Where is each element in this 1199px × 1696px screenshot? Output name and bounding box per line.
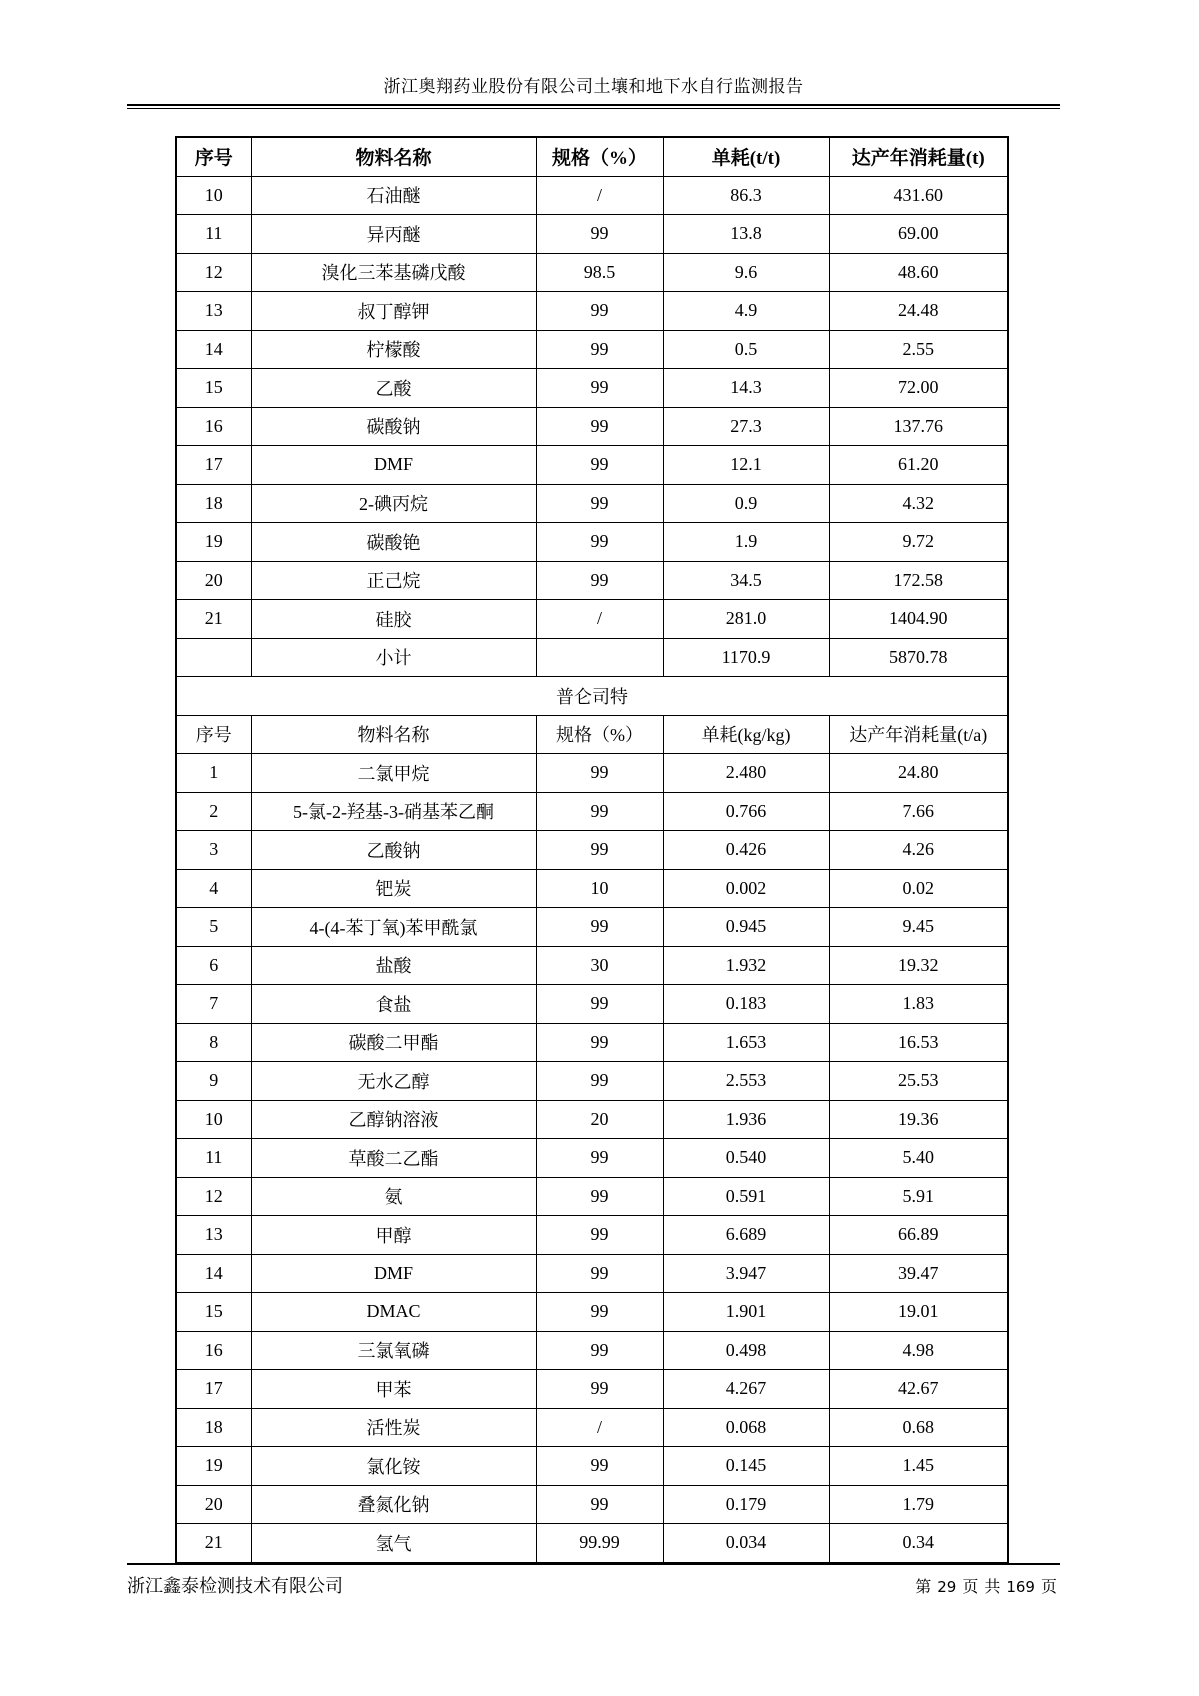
cell: 1.45 (829, 1447, 1008, 1486)
cell: 17 (176, 446, 251, 485)
cell: 乙酸钠 (251, 831, 536, 870)
column-header: 达产年消耗量(t/a) (829, 715, 1008, 754)
cell: 3 (176, 831, 251, 870)
cell: 柠檬酸 (251, 330, 536, 369)
cell: 19.36 (829, 1100, 1008, 1139)
cell: 草酸二乙酯 (251, 1139, 536, 1178)
cell: 盐酸 (251, 946, 536, 985)
table-row (176, 869, 1008, 908)
cell: 5.91 (829, 1177, 1008, 1216)
cell: 99 (536, 292, 663, 331)
cell: 2.55 (829, 330, 1008, 369)
cell: 8 (176, 1023, 251, 1062)
cell: 16 (176, 1331, 251, 1370)
cell: 0.591 (663, 1177, 829, 1216)
table-row (176, 1524, 1008, 1563)
table-row (176, 1216, 1008, 1255)
cell: 0.5 (663, 330, 829, 369)
cell: 乙醇钠溶液 (251, 1100, 536, 1139)
cell: 99 (536, 215, 663, 254)
cell: 99 (536, 1254, 663, 1293)
subtotal-cell: 5870.78 (829, 638, 1008, 677)
cell: 1.936 (663, 1100, 829, 1139)
table-row (176, 1331, 1008, 1370)
page-label-middle-2: 共 (984, 1579, 1001, 1596)
table-row (176, 484, 1008, 523)
cell: 431.60 (829, 176, 1008, 215)
cell: 碳酸铯 (251, 523, 536, 562)
cell: 15 (176, 1293, 251, 1332)
cell: 正己烷 (251, 561, 536, 600)
table-row (176, 215, 1008, 254)
cell: 99 (536, 330, 663, 369)
cell: 3.947 (663, 1254, 829, 1293)
table-row (176, 1062, 1008, 1101)
section-title: 普仑司特 (176, 677, 1008, 716)
cell: 7 (176, 985, 251, 1024)
subtotal-cell (536, 638, 663, 677)
subtotal-cell: 小计 (251, 638, 536, 677)
footer (127, 1563, 1060, 1598)
cell: 硅胶 (251, 600, 536, 639)
cell: 16.53 (829, 1023, 1008, 1062)
cell: 18 (176, 484, 251, 523)
cell: 无水乙醇 (251, 1062, 536, 1101)
cell: 0.68 (829, 1408, 1008, 1447)
cell: 99.99 (536, 1524, 663, 1563)
cell: 34.5 (663, 561, 829, 600)
table-row (176, 754, 1008, 793)
cell: 99 (536, 1447, 663, 1486)
table-row (176, 1254, 1008, 1293)
page-label-middle-1: 页 (962, 1579, 979, 1596)
column-header: 规格（%） (536, 715, 663, 754)
cell: / (536, 600, 663, 639)
cell: 0.945 (663, 908, 829, 947)
cell: 99 (536, 1177, 663, 1216)
materials-table (175, 136, 1009, 1564)
table-row (176, 446, 1008, 485)
cell: 99 (536, 831, 663, 870)
cell: 99 (536, 1062, 663, 1101)
column-header: 序号 (176, 715, 251, 754)
cell: 9.72 (829, 523, 1008, 562)
table-row (176, 1293, 1008, 1332)
cell: 0.183 (663, 985, 829, 1024)
cell: 氨 (251, 1177, 536, 1216)
cell: 4.267 (663, 1370, 829, 1409)
table-row (176, 407, 1008, 446)
total-page-count: 169 (1006, 1578, 1035, 1596)
cell: 16 (176, 407, 251, 446)
cell: 19 (176, 1447, 251, 1486)
table-row (176, 1447, 1008, 1486)
cell: 4 (176, 869, 251, 908)
cell: 99 (536, 1331, 663, 1370)
cell: 5-氯-2-羟基-3-硝基苯乙酮 (251, 792, 536, 831)
table-row (176, 985, 1008, 1024)
cell: 0.34 (829, 1524, 1008, 1563)
cell: 98.5 (536, 253, 663, 292)
cell: 0.9 (663, 484, 829, 523)
cell: 4.9 (663, 292, 829, 331)
cell: 1.83 (829, 985, 1008, 1024)
cell: 碳酸二甲酯 (251, 1023, 536, 1062)
table2-header-row (176, 715, 1008, 754)
footer-company: 浙江鑫泰检测技术有限公司 (127, 1576, 343, 1596)
current-page-number: 29 (937, 1578, 957, 1596)
cell: 39.47 (829, 1254, 1008, 1293)
cell: 0.766 (663, 792, 829, 831)
table-row (176, 369, 1008, 408)
cell: 石油醚 (251, 176, 536, 215)
cell: 4.26 (829, 831, 1008, 870)
cell: DMF (251, 1254, 536, 1293)
cell: 99 (536, 1216, 663, 1255)
table-row (176, 1408, 1008, 1447)
cell: 0.426 (663, 831, 829, 870)
cell: 99 (536, 369, 663, 408)
cell: 0.02 (829, 869, 1008, 908)
cell: 24.48 (829, 292, 1008, 331)
page-label-suffix: 页 (1040, 1579, 1057, 1596)
table-row (176, 1139, 1008, 1178)
cell: 1.901 (663, 1293, 829, 1332)
cell: 食盐 (251, 985, 536, 1024)
cell: 99 (536, 908, 663, 947)
cell: 99 (536, 407, 663, 446)
cell: 12 (176, 253, 251, 292)
cell: 18 (176, 1408, 251, 1447)
cell: 1 (176, 754, 251, 793)
cell: 19.32 (829, 946, 1008, 985)
cell: 4.32 (829, 484, 1008, 523)
cell: 9 (176, 1062, 251, 1101)
cell: 12.1 (663, 446, 829, 485)
cell: 99 (536, 523, 663, 562)
cell: 27.3 (663, 407, 829, 446)
cell: 0.179 (663, 1485, 829, 1524)
column-header: 序号 (176, 137, 251, 176)
table-row (176, 292, 1008, 331)
cell: 13 (176, 1216, 251, 1255)
subtotal-row (176, 638, 1008, 677)
cell: 99 (536, 754, 663, 793)
section-row (176, 677, 1008, 716)
table-row (176, 908, 1008, 947)
column-header: 达产年消耗量(t) (829, 137, 1008, 176)
cell: 6.689 (663, 1216, 829, 1255)
page-label-prefix: 第 (915, 1579, 932, 1596)
cell: 0.498 (663, 1331, 829, 1370)
column-header: 规格（%） (536, 137, 663, 176)
table-row (176, 1370, 1008, 1409)
cell: 99 (536, 1023, 663, 1062)
table-row (176, 1485, 1008, 1524)
cell: 6 (176, 946, 251, 985)
cell: 1404.90 (829, 600, 1008, 639)
cell: 20 (176, 561, 251, 600)
cell: 甲醇 (251, 1216, 536, 1255)
page-title: 浙江奥翔药业股份有限公司土壤和地下水自行监测报告 (383, 77, 804, 96)
column-header: 物料名称 (251, 715, 536, 754)
cell: 19 (176, 523, 251, 562)
cell: 25.53 (829, 1062, 1008, 1101)
cell: / (536, 176, 663, 215)
cell: 12 (176, 1177, 251, 1216)
cell: 99 (536, 985, 663, 1024)
cell: 99 (536, 484, 663, 523)
cell: 42.67 (829, 1370, 1008, 1409)
cell: 甲苯 (251, 1370, 536, 1409)
cell: DMAC (251, 1293, 536, 1332)
cell: 20 (536, 1100, 663, 1139)
cell: 13 (176, 292, 251, 331)
cell: 异丙醚 (251, 215, 536, 254)
header-rule (127, 104, 1060, 109)
table-row (176, 330, 1008, 369)
cell: 13.8 (663, 215, 829, 254)
cell: 24.80 (829, 754, 1008, 793)
table-row (176, 561, 1008, 600)
cell: 1.79 (829, 1485, 1008, 1524)
cell: 7.66 (829, 792, 1008, 831)
cell: 2 (176, 792, 251, 831)
cell: 99 (536, 1370, 663, 1409)
cell: 4-(4-苯丁氧)苯甲酰氯 (251, 908, 536, 947)
table-wrap (175, 136, 1007, 1564)
cell: 10 (536, 869, 663, 908)
cell: 21 (176, 600, 251, 639)
table-row (176, 831, 1008, 870)
cell: 99 (536, 1485, 663, 1524)
cell: 99 (536, 561, 663, 600)
cell: 0.034 (663, 1524, 829, 1563)
cell: 活性炭 (251, 1408, 536, 1447)
cell: 钯炭 (251, 869, 536, 908)
column-header: 物料名称 (251, 137, 536, 176)
cell: 叔丁醇钾 (251, 292, 536, 331)
cell: 9.45 (829, 908, 1008, 947)
materials-table-body (176, 137, 1008, 1563)
subtotal-cell: 1170.9 (663, 638, 829, 677)
cell: 10 (176, 176, 251, 215)
cell: 5 (176, 908, 251, 947)
table-row (176, 176, 1008, 215)
column-header: 单耗(kg/kg) (663, 715, 829, 754)
cell: 三氯氧磷 (251, 1331, 536, 1370)
cell: 2.480 (663, 754, 829, 793)
cell: DMF (251, 446, 536, 485)
cell: 10 (176, 1100, 251, 1139)
cell: 72.00 (829, 369, 1008, 408)
cell: 9.6 (663, 253, 829, 292)
cell: 0.540 (663, 1139, 829, 1178)
cell: 1.653 (663, 1023, 829, 1062)
cell: 21 (176, 1524, 251, 1563)
cell: 4.98 (829, 1331, 1008, 1370)
table-row (176, 1177, 1008, 1216)
cell: 11 (176, 215, 251, 254)
cell: 2.553 (663, 1062, 829, 1101)
cell: 1.9 (663, 523, 829, 562)
cell: 14.3 (663, 369, 829, 408)
cell: 氢气 (251, 1524, 536, 1563)
table-row (176, 523, 1008, 562)
cell: 86.3 (663, 176, 829, 215)
cell: 5.40 (829, 1139, 1008, 1178)
table-row (176, 600, 1008, 639)
cell: 137.76 (829, 407, 1008, 446)
cell: 14 (176, 330, 251, 369)
cell: 乙酸 (251, 369, 536, 408)
cell: 19.01 (829, 1293, 1008, 1332)
cell: 30 (536, 946, 663, 985)
cell: 0.002 (663, 869, 829, 908)
cell: 1.932 (663, 946, 829, 985)
cell: 61.20 (829, 446, 1008, 485)
cell: 17 (176, 1370, 251, 1409)
cell: 11 (176, 1139, 251, 1178)
column-header: 单耗(t/t) (663, 137, 829, 176)
cell: 碳酸钠 (251, 407, 536, 446)
table-row (176, 1100, 1008, 1139)
table-row (176, 1023, 1008, 1062)
cell: 99 (536, 1139, 663, 1178)
cell: 66.89 (829, 1216, 1008, 1255)
doc-header (127, 72, 1060, 109)
table-row (176, 253, 1008, 292)
cell: 14 (176, 1254, 251, 1293)
cell: 48.60 (829, 253, 1008, 292)
cell: 99 (536, 1293, 663, 1332)
cell: 溴化三苯基磷戊酸 (251, 253, 536, 292)
cell: 15 (176, 369, 251, 408)
cell: 99 (536, 792, 663, 831)
table-row (176, 946, 1008, 985)
cell: 0.145 (663, 1447, 829, 1486)
cell: 氯化铵 (251, 1447, 536, 1486)
cell: 2-碘丙烷 (251, 484, 536, 523)
table1-header-row (176, 137, 1008, 176)
cell: 叠氮化钠 (251, 1485, 536, 1524)
cell: 99 (536, 446, 663, 485)
cell: 0.068 (663, 1408, 829, 1447)
cell: 281.0 (663, 600, 829, 639)
subtotal-cell (176, 638, 251, 677)
footer-page-info (912, 1574, 1060, 1597)
cell: 69.00 (829, 215, 1008, 254)
cell: 172.58 (829, 561, 1008, 600)
cell: 二氯甲烷 (251, 754, 536, 793)
cell: 20 (176, 1485, 251, 1524)
table-row (176, 792, 1008, 831)
cell: / (536, 1408, 663, 1447)
